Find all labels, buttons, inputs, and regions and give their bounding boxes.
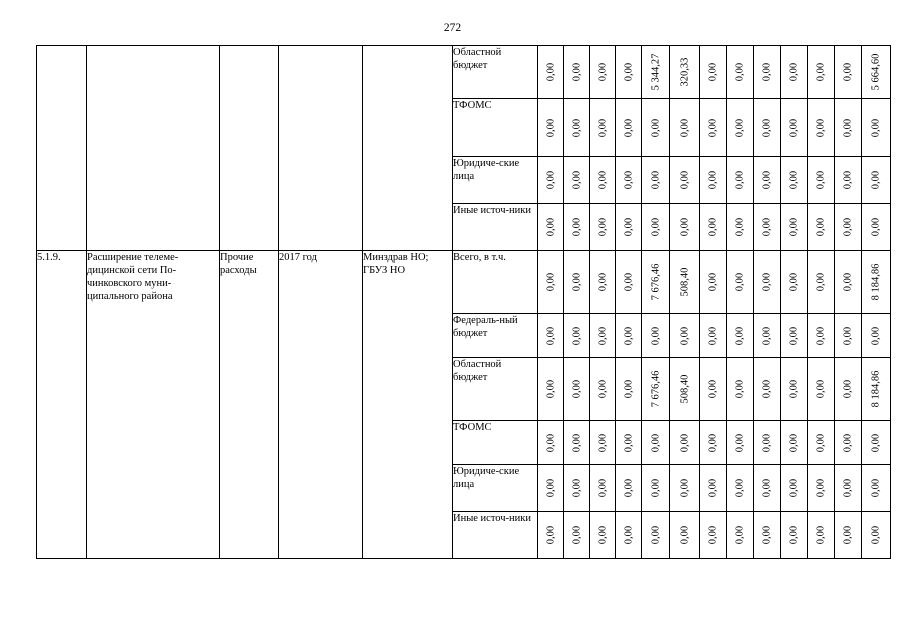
source-label: Иные источ-ники (453, 204, 538, 251)
value-cell: 0,00 (538, 204, 564, 251)
value-cell: 0,00 (808, 512, 835, 559)
value-cell: 0,00 (538, 46, 564, 99)
value-cell: 0,00 (616, 314, 642, 358)
value-cell: 0,00 (642, 99, 670, 157)
value-cell: 0,00 (616, 421, 642, 465)
value-cell: 0,00 (835, 99, 862, 157)
value-cell: 7 676,46 (642, 251, 670, 314)
item-name: Расширение телеме-дицинской сети По-чинковского муни-ципального района (87, 251, 220, 559)
value-cell: 0,00 (700, 358, 727, 421)
value-cell: 0,00 (727, 465, 754, 512)
page-number: 272 (443, 22, 462, 34)
source-label: ТФОМС (453, 421, 538, 465)
value-cell: 0,00 (538, 157, 564, 204)
value-cell: 0,00 (538, 465, 564, 512)
item-type: Прочие расходы (220, 251, 279, 559)
value-cell: 0,00 (616, 204, 642, 251)
value-cell: 0,00 (670, 204, 700, 251)
value-cell: 0,00 (781, 512, 808, 559)
value-cell: 0,00 (564, 358, 590, 421)
value-cell: 0,00 (616, 99, 642, 157)
item-executor: Минздрав НО; ГБУЗ НО (363, 251, 453, 559)
value-cell: 0,00 (700, 46, 727, 99)
source-label: ТФОМС (453, 99, 538, 157)
value-cell: 0,00 (590, 421, 616, 465)
value-cell: 0,00 (564, 99, 590, 157)
value-cell: 0,00 (808, 157, 835, 204)
total-cell: 0,00 (862, 314, 891, 358)
value-cell: 0,00 (727, 251, 754, 314)
value-cell: 0,00 (754, 204, 781, 251)
value-cell: 0,00 (590, 314, 616, 358)
value-cell: 0,00 (727, 358, 754, 421)
value-cell: 0,00 (616, 358, 642, 421)
value-cell: 0,00 (808, 46, 835, 99)
type-cell (220, 46, 279, 251)
value-cell: 0,00 (670, 421, 700, 465)
value-cell: 0,00 (781, 314, 808, 358)
value-cell: 0,00 (590, 465, 616, 512)
source-label: Иные источ-ники (453, 512, 538, 559)
value-cell: 0,00 (564, 512, 590, 559)
value-cell: 0,00 (670, 314, 700, 358)
value-cell: 0,00 (808, 251, 835, 314)
total-cell: 0,00 (862, 157, 891, 204)
value-cell: 0,00 (700, 99, 727, 157)
value-cell: 5 344,27 (642, 46, 670, 99)
source-label: Юридиче-ские лица (453, 465, 538, 512)
value-cell: 0,00 (727, 421, 754, 465)
value-cell: 0,00 (538, 358, 564, 421)
source-label: Областной бюджет (453, 46, 538, 99)
value-cell: 0,00 (616, 465, 642, 512)
value-cell: 0,00 (564, 157, 590, 204)
value-cell: 0,00 (835, 314, 862, 358)
value-cell: 0,00 (616, 46, 642, 99)
value-cell: 0,00 (808, 99, 835, 157)
value-cell: 0,00 (808, 421, 835, 465)
value-cell: 0,00 (835, 46, 862, 99)
value-cell: 0,00 (835, 204, 862, 251)
value-cell: 0,00 (835, 358, 862, 421)
source-label: Юридиче-ские лица (453, 157, 538, 204)
value-cell: 0,00 (700, 314, 727, 358)
total-cell: 0,00 (862, 204, 891, 251)
value-cell: 0,00 (835, 251, 862, 314)
total-cell: 0,00 (862, 512, 891, 559)
value-cell: 0,00 (538, 512, 564, 559)
budget-table (36, 45, 891, 559)
period-cell (279, 46, 363, 251)
value-cell: 0,00 (642, 465, 670, 512)
value-cell: 0,00 (808, 465, 835, 512)
value-cell: 0,00 (808, 358, 835, 421)
value-cell: 0,00 (808, 204, 835, 251)
total-cell: 5 664,60 (862, 46, 891, 99)
value-cell: 0,00 (642, 512, 670, 559)
value-cell: 0,00 (727, 204, 754, 251)
value-cell: 0,00 (727, 314, 754, 358)
value-cell: 0,00 (642, 314, 670, 358)
value-cell: 0,00 (781, 251, 808, 314)
value-cell: 0,00 (670, 465, 700, 512)
value-cell: 0,00 (781, 46, 808, 99)
value-cell: 0,00 (538, 421, 564, 465)
value-cell: 0,00 (564, 465, 590, 512)
value-cell: 0,00 (700, 465, 727, 512)
value-cell: 0,00 (590, 358, 616, 421)
value-cell: 0,00 (564, 421, 590, 465)
value-cell: 0,00 (754, 465, 781, 512)
value-cell: 0,00 (754, 157, 781, 204)
value-cell: 0,00 (590, 512, 616, 559)
value-cell: 0,00 (835, 465, 862, 512)
value-cell: 0,00 (670, 99, 700, 157)
value-cell: 0,00 (538, 251, 564, 314)
value-cell: 0,00 (754, 314, 781, 358)
value-cell: 0,00 (781, 99, 808, 157)
value-cell: 0,00 (590, 99, 616, 157)
value-cell: 0,00 (700, 421, 727, 465)
value-cell: 0,00 (781, 421, 808, 465)
value-cell: 0,00 (642, 204, 670, 251)
total-cell: 8 184,86 (862, 251, 891, 314)
value-cell: 7 676,46 (642, 358, 670, 421)
executor-cell (363, 46, 453, 251)
name-cell (87, 46, 220, 251)
number-cell (37, 46, 87, 251)
value-cell: 0,00 (808, 314, 835, 358)
value-cell: 0,00 (781, 157, 808, 204)
value-cell: 0,00 (616, 512, 642, 559)
value-cell: 0,00 (754, 421, 781, 465)
value-cell: 0,00 (835, 157, 862, 204)
value-cell: 0,00 (590, 251, 616, 314)
table-row (37, 46, 891, 99)
value-cell: 0,00 (754, 99, 781, 157)
value-cell: 0,00 (590, 204, 616, 251)
source-label: Всего, в т.ч. (453, 251, 538, 314)
value-cell: 508,40 (670, 358, 700, 421)
table-row (37, 251, 891, 314)
value-cell: 0,00 (642, 421, 670, 465)
value-cell: 0,00 (642, 157, 670, 204)
total-cell: 0,00 (862, 421, 891, 465)
value-cell: 0,00 (727, 512, 754, 559)
value-cell: 0,00 (670, 157, 700, 204)
value-cell: 0,00 (700, 512, 727, 559)
value-cell: 0,00 (616, 157, 642, 204)
value-cell: 0,00 (538, 99, 564, 157)
value-cell: 0,00 (700, 204, 727, 251)
value-cell: 0,00 (781, 465, 808, 512)
value-cell: 0,00 (670, 512, 700, 559)
value-cell: 0,00 (700, 157, 727, 204)
total-cell: 0,00 (862, 465, 891, 512)
total-cell: 8 184,86 (862, 358, 891, 421)
value-cell: 0,00 (754, 358, 781, 421)
value-cell: 0,00 (835, 421, 862, 465)
item-period: 2017 год (279, 251, 363, 559)
value-cell: 0,00 (781, 204, 808, 251)
value-cell: 0,00 (754, 46, 781, 99)
value-cell: 0,00 (754, 512, 781, 559)
value-cell: 0,00 (616, 251, 642, 314)
value-cell: 0,00 (564, 251, 590, 314)
value-cell: 0,00 (727, 157, 754, 204)
value-cell: 0,00 (835, 512, 862, 559)
source-label: Федераль-ный бюджет (453, 314, 538, 358)
value-cell: 0,00 (781, 358, 808, 421)
value-cell: 0,00 (727, 99, 754, 157)
value-cell: 0,00 (754, 251, 781, 314)
value-cell: 508,40 (670, 251, 700, 314)
total-cell: 0,00 (862, 99, 891, 157)
value-cell: 0,00 (590, 157, 616, 204)
value-cell: 320,33 (670, 46, 700, 99)
item-number: 5.1.9. (37, 251, 87, 559)
value-cell: 0,00 (590, 46, 616, 99)
source-label: Областной бюджет (453, 358, 538, 421)
value-cell: 0,00 (538, 314, 564, 358)
value-cell: 0,00 (727, 46, 754, 99)
value-cell: 0,00 (700, 251, 727, 314)
value-cell: 0,00 (564, 204, 590, 251)
value-cell: 0,00 (564, 314, 590, 358)
value-cell: 0,00 (564, 46, 590, 99)
